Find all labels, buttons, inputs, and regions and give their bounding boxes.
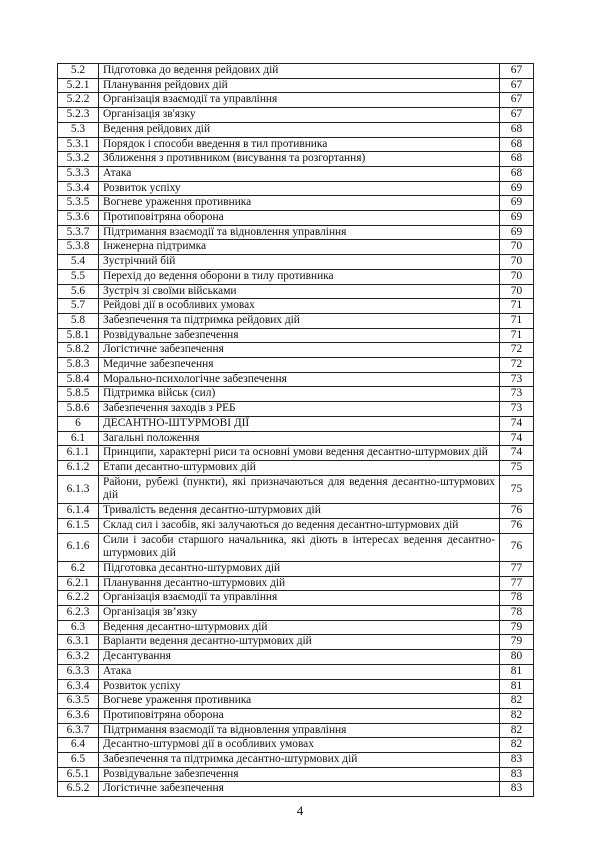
section-number: 6.3.6	[58, 708, 99, 723]
section-title: Загальні положення	[99, 431, 500, 446]
section-page: 68	[500, 122, 534, 137]
section-title: Принципи, характерні риси та основні умови ведення десантно-штурмових дій	[99, 446, 500, 461]
section-title: Рейдові дії в особливих умовах	[99, 299, 500, 314]
section-number: 6.5.2	[58, 782, 99, 797]
section-page: 81	[500, 664, 534, 679]
section-number: 6	[58, 416, 99, 431]
section-page: 82	[500, 738, 534, 753]
section-page: 77	[500, 561, 534, 576]
section-page: 67	[500, 78, 534, 93]
section-page: 79	[500, 620, 534, 635]
toc-row	[58, 620, 534, 635]
section-page: 67	[500, 64, 534, 79]
section-page: 69	[500, 225, 534, 240]
section-title: Підготовка десантно-штурмових дій	[99, 561, 500, 576]
section-title: Підтримання взаємодії та відновлення управління	[99, 723, 500, 738]
section-title: Десантування	[99, 650, 500, 665]
section-title: Організація зв’язку	[99, 606, 500, 621]
section-page: 73	[500, 387, 534, 402]
section-number: 5.8.5	[58, 387, 99, 402]
section-title: Десантно-штурмові дії в особливих умовах	[99, 738, 500, 753]
section-title: Варіанти ведення десантно-штурмових дій	[99, 635, 500, 650]
section-number: 6.1.3	[58, 475, 99, 503]
toc-row	[58, 591, 534, 606]
section-title: Підготовка до ведення рейдових дій	[99, 64, 500, 79]
section-page: 71	[500, 313, 534, 328]
section-number: 6.2.1	[58, 576, 99, 591]
toc-row	[58, 475, 534, 503]
toc-row	[58, 313, 534, 328]
section-number: 6.2.3	[58, 606, 99, 621]
toc-row	[58, 328, 534, 343]
section-page: 81	[500, 679, 534, 694]
section-page: 74	[500, 431, 534, 446]
section-page: 83	[500, 767, 534, 782]
section-title: Ведення рейдових дій	[99, 122, 500, 137]
section-page: 74	[500, 446, 534, 461]
section-page: 80	[500, 650, 534, 665]
toc-row	[58, 416, 534, 431]
toc-row	[58, 64, 534, 79]
toc-row	[58, 269, 534, 284]
section-title: Розвиток успіху	[99, 679, 500, 694]
toc-body	[58, 64, 534, 797]
section-number: 5.6	[58, 284, 99, 299]
toc-row	[58, 225, 534, 240]
section-page: 76	[500, 533, 534, 561]
section-number: 5.2	[58, 64, 99, 79]
section-title: Вогневе ураження противника	[99, 694, 500, 709]
page-number: 4	[296, 803, 304, 818]
section-title: Тривалість ведення десантно-штурмових дій	[99, 504, 500, 519]
toc-row	[58, 211, 534, 226]
section-title: Логістичне забезпечення	[99, 782, 500, 797]
section-page: 71	[500, 328, 534, 343]
section-number: 5.8.6	[58, 402, 99, 417]
toc-row	[58, 343, 534, 358]
toc-row	[58, 122, 534, 137]
toc-row	[58, 708, 534, 723]
toc-row	[58, 561, 534, 576]
section-title: Морально-психологічне забезпечення	[99, 372, 500, 387]
toc-row	[58, 504, 534, 519]
section-title: Склад сил і засобів, які залучаються до ведення десантно-штурмових дій	[99, 518, 500, 533]
section-page: 72	[500, 358, 534, 373]
section-page: 78	[500, 591, 534, 606]
section-page: 78	[500, 606, 534, 621]
section-number: 5.3.3	[58, 166, 99, 181]
section-title: Розвиток успіху	[99, 181, 500, 196]
toc-row	[58, 738, 534, 753]
section-page: 70	[500, 269, 534, 284]
section-number: 6.5	[58, 753, 99, 768]
section-title: Порядок і способи введення в тил противника	[99, 137, 500, 152]
toc-row	[58, 635, 534, 650]
toc-row	[58, 255, 534, 270]
section-number: 6.2	[58, 561, 99, 576]
toc-row	[58, 723, 534, 738]
section-number: 5.3.6	[58, 211, 99, 226]
section-number: 6.1.1	[58, 446, 99, 461]
section-number: 6.1.6	[58, 533, 99, 561]
section-number: 5.2.1	[58, 78, 99, 93]
section-number: 6.1.5	[58, 518, 99, 533]
section-number: 5.4	[58, 255, 99, 270]
section-page: 68	[500, 152, 534, 167]
section-number: 5.2.3	[58, 108, 99, 123]
toc-row	[58, 78, 534, 93]
section-page: 67	[500, 93, 534, 108]
section-title: Зустріч зі своїми військами	[99, 284, 500, 299]
section-page: 73	[500, 402, 534, 417]
section-page: 76	[500, 518, 534, 533]
section-page: 67	[500, 108, 534, 123]
toc-row	[58, 387, 534, 402]
section-title: Протиповітряна оборона	[99, 211, 500, 226]
toc-row	[58, 299, 534, 314]
section-number: 6.2.2	[58, 591, 99, 606]
section-title: Підтримання взаємодії та відновлення управління	[99, 225, 500, 240]
section-title: Організація взаємодії та управління	[99, 591, 500, 606]
section-title: Інженерна підтримка	[99, 240, 500, 255]
section-number: 6.5.1	[58, 767, 99, 782]
section-page: 68	[500, 137, 534, 152]
toc-row	[58, 650, 534, 665]
section-title: Райони, рубежі (пункти), які призначаються для ведення десантно-штурмових дій	[99, 475, 500, 503]
toc-row	[58, 284, 534, 299]
section-number: 5.8	[58, 313, 99, 328]
section-number: 5.2.2	[58, 93, 99, 108]
section-title: Ведення десантно-штурмових дій	[99, 620, 500, 635]
section-title: Етапи десантно-штурмових дій	[99, 460, 500, 475]
section-title: Організація зв'язку	[99, 108, 500, 123]
section-page: 68	[500, 166, 534, 181]
section-page: 72	[500, 343, 534, 358]
section-number: 6.3.3	[58, 664, 99, 679]
section-number: 6.3.1	[58, 635, 99, 650]
section-number: 6.3	[58, 620, 99, 635]
toc-row	[58, 137, 534, 152]
section-number: 5.3	[58, 122, 99, 137]
section-title: Забезпечення та підтримка десантно-штурмових дій	[99, 753, 500, 768]
toc-row	[58, 196, 534, 211]
toc-row	[58, 606, 534, 621]
section-title: Підтримка військ (сил)	[99, 387, 500, 402]
toc-row	[58, 460, 534, 475]
toc-row	[58, 782, 534, 797]
toc-row	[58, 372, 534, 387]
toc-row	[58, 694, 534, 709]
toc-row	[58, 240, 534, 255]
toc-row	[58, 518, 534, 533]
table-of-contents	[57, 63, 534, 797]
section-title: Атака	[99, 166, 500, 181]
section-page: 73	[500, 372, 534, 387]
section-page: 76	[500, 504, 534, 519]
toc-row	[58, 767, 534, 782]
section-number: 5.8.3	[58, 358, 99, 373]
section-title: Логістичне забезпечення	[99, 343, 500, 358]
section-title: Зустрічний бій	[99, 255, 500, 270]
section-title: Перехід до ведення оборони в тилу противника	[99, 269, 500, 284]
section-number: 6.1.2	[58, 460, 99, 475]
toc-row	[58, 679, 534, 694]
section-number: 5.3.2	[58, 152, 99, 167]
section-page: 74	[500, 416, 534, 431]
section-number: 5.8.2	[58, 343, 99, 358]
section-number: 6.3.5	[58, 694, 99, 709]
section-number: 5.7	[58, 299, 99, 314]
section-number: 5.5	[58, 269, 99, 284]
section-title: Планування рейдових дій	[99, 78, 500, 93]
section-title: ДЕСАНТНО-ШТУРМОВІ ДІЇ	[99, 416, 500, 431]
section-page: 69	[500, 196, 534, 211]
toc-row	[58, 93, 534, 108]
section-number: 5.3.4	[58, 181, 99, 196]
section-number: 6.4	[58, 738, 99, 753]
section-number: 5.3.7	[58, 225, 99, 240]
section-title: Вогневе ураження противника	[99, 196, 500, 211]
section-number: 6.1	[58, 431, 99, 446]
section-number: 6.3.7	[58, 723, 99, 738]
section-number: 5.8.4	[58, 372, 99, 387]
section-page: 70	[500, 240, 534, 255]
section-number: 6.1.4	[58, 504, 99, 519]
toc-row	[58, 431, 534, 446]
toc-row	[58, 576, 534, 591]
section-page: 75	[500, 460, 534, 475]
section-page: 82	[500, 694, 534, 709]
toc-row	[58, 446, 534, 461]
section-page: 77	[500, 576, 534, 591]
section-title: Розвідувальне забезпечення	[99, 767, 500, 782]
section-page: 82	[500, 708, 534, 723]
section-number: 6.3.2	[58, 650, 99, 665]
toc-row	[58, 533, 534, 561]
section-title: Забезпечення заходів з РЕБ	[99, 402, 500, 417]
section-title: Атака	[99, 664, 500, 679]
section-title: Сили і засоби старшого начальника, які діють в інтересах ведення десантно-штурмових дій	[99, 533, 500, 561]
toc-row	[58, 108, 534, 123]
section-page: 75	[500, 475, 534, 503]
section-number: 5.8.1	[58, 328, 99, 343]
section-page: 71	[500, 299, 534, 314]
section-page: 69	[500, 211, 534, 226]
toc-row	[58, 753, 534, 768]
section-title: Протиповітряна оборона	[99, 708, 500, 723]
toc-row	[58, 152, 534, 167]
section-number: 6.3.4	[58, 679, 99, 694]
toc-row	[58, 664, 534, 679]
section-number: 5.3.5	[58, 196, 99, 211]
section-page: 70	[500, 255, 534, 270]
section-page: 79	[500, 635, 534, 650]
section-title: Зближення з противником (висування та розгортання)	[99, 152, 500, 167]
toc-row	[58, 358, 534, 373]
section-title: Розвідувальне забезпечення	[99, 328, 500, 343]
section-title: Забезпечення та підтримка рейдових дій	[99, 313, 500, 328]
section-page: 69	[500, 181, 534, 196]
toc-row	[58, 402, 534, 417]
section-title: Медичне забезпечення	[99, 358, 500, 373]
section-page: 83	[500, 782, 534, 797]
toc-row	[58, 181, 534, 196]
toc-row	[58, 166, 534, 181]
section-page: 82	[500, 723, 534, 738]
section-title: Планування десантно-штурмових дій	[99, 576, 500, 591]
section-page: 83	[500, 753, 534, 768]
section-title: Організація взаємодії та управління	[99, 93, 500, 108]
section-page: 70	[500, 284, 534, 299]
section-number: 5.3.8	[58, 240, 99, 255]
section-number: 5.3.1	[58, 137, 99, 152]
